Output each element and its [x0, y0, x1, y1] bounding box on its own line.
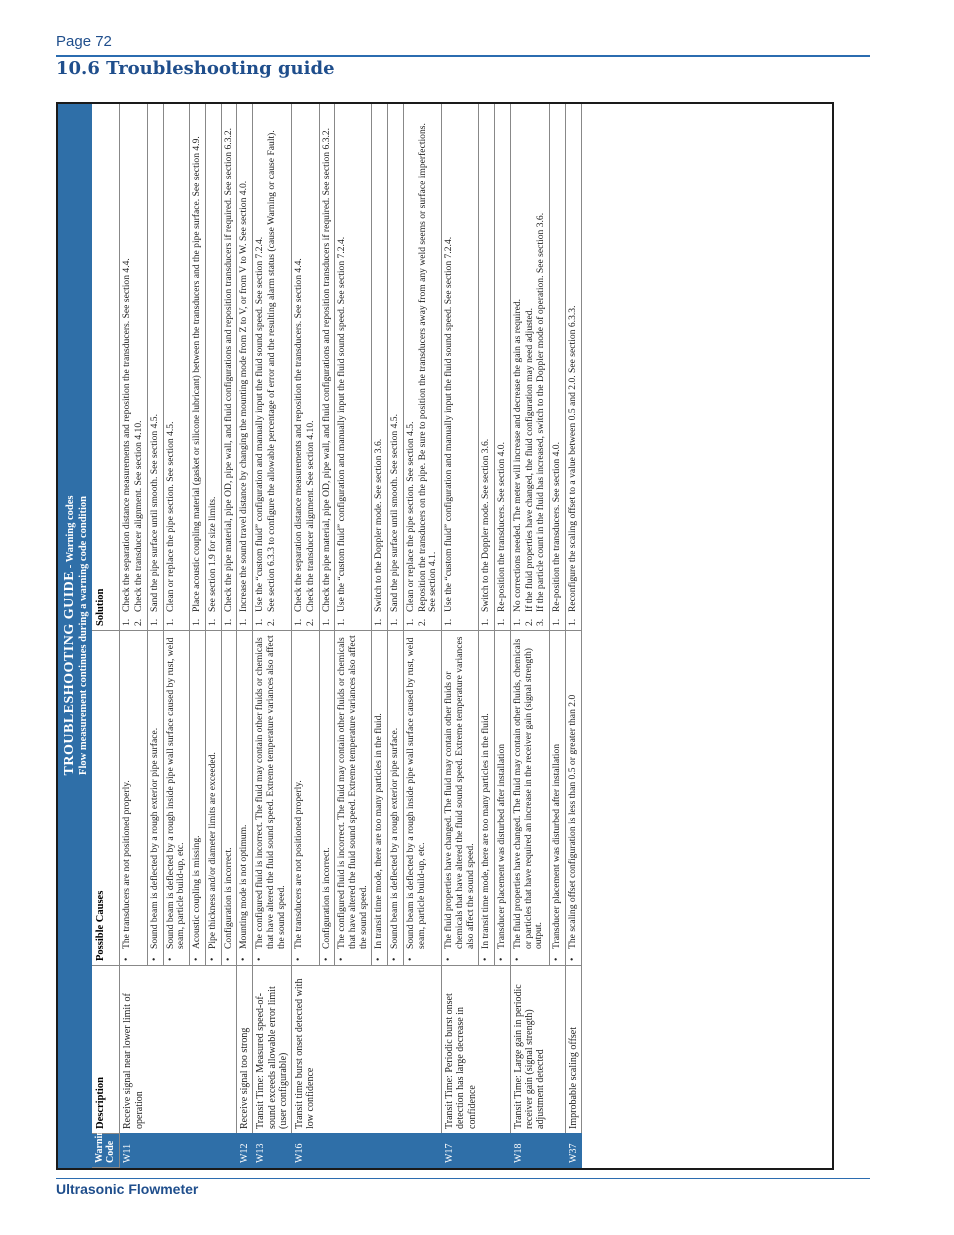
cause-item — [444, 635, 476, 961]
solution-item — [568, 108, 579, 626]
cause-cell — [319, 631, 335, 966]
solution-item — [536, 108, 547, 626]
solution-cell — [565, 103, 581, 630]
warning-code-cell: W18 — [510, 1134, 565, 1168]
solution-text: Check the pipe material, pipe OD, pipe wall, and fluid configurations and reposition transducers if required. See section 6.3.2. — [222, 127, 234, 612]
solution-cell — [147, 103, 163, 630]
bullet-marker: • — [480, 957, 492, 961]
bullet-marker: • — [206, 957, 218, 961]
troubleshooting-table-frame — [56, 102, 834, 1170]
cause-cell — [221, 631, 237, 966]
solution-text: Reposition the transducers on the pipe. Be sure to position the transducers away from any weld seems or surface imperfections. See section 4.1. — [416, 123, 439, 612]
bullet-marker: • — [320, 957, 332, 961]
cause-item — [239, 635, 250, 961]
solution-text: Use the “custom fluid” configuration and manually input the fluid sound speed. See section 7.2.4. — [336, 236, 348, 612]
cause-item — [390, 635, 401, 961]
solution-text: See section 1.9 for size limits. — [206, 496, 218, 612]
solution-item — [418, 108, 439, 626]
solution-item — [122, 108, 133, 626]
table-title: TROUBLESHOOTING GUIDE — [62, 570, 77, 776]
cause-item — [208, 635, 219, 961]
solution-number: 1. — [148, 618, 160, 626]
solution-item — [322, 108, 333, 626]
solution-text: Use the “custom fluid” configuration and manually input the fluid sound speed. See section 7.2.4. — [254, 236, 266, 612]
solution-item — [166, 108, 177, 626]
solution-text: Check the separation distance measurements and reposition the transducers. See section 4.4. — [293, 258, 305, 612]
solution-text: If the particle count in the fluid has increased, switch to the Doppler mode of operation. See section 3.6. — [535, 212, 547, 612]
table-row — [442, 103, 479, 1167]
table-row — [253, 103, 292, 1167]
solution-text: Switch to the Doppler mode. See section 3.6. — [373, 438, 385, 612]
cause-cell — [403, 631, 441, 966]
solution-text: If the fluid properties have changed, the fluid configuration may need adjusted. — [523, 308, 535, 612]
solution-number: 1. — [404, 618, 416, 626]
solution-number: 1. — [121, 618, 133, 626]
cause-cell — [388, 631, 404, 966]
solution-text: Re-position the transducers. See section 4.0. — [496, 442, 508, 612]
solution-item — [525, 108, 536, 626]
footer-rule — [56, 1178, 870, 1179]
cause-text: Transducer placement was disturbed after installation — [551, 743, 562, 949]
warning-code-cell: W37 — [565, 1134, 581, 1168]
solution-number: 2. — [416, 618, 428, 626]
description-cell: Transit Time: Periodic burst onset detection has large decrease in confidence — [442, 966, 511, 1134]
bullet-marker: • — [293, 957, 305, 961]
bullet-marker: • — [121, 957, 133, 961]
solution-cell — [163, 103, 189, 630]
solution-item — [224, 108, 235, 626]
cause-item — [552, 635, 563, 961]
bullet-marker: • — [389, 957, 401, 961]
cause-cell — [163, 631, 189, 966]
solution-number: 1. — [389, 618, 401, 626]
cause-item — [513, 635, 545, 961]
cause-item — [294, 635, 305, 961]
solution-number: 1. — [336, 618, 348, 626]
table-title-suffix: - Warning codes — [65, 495, 76, 571]
solution-text: Clean or replace the pipe section. See section 4.5. — [404, 421, 416, 612]
warning-code-cell: W16 — [292, 1134, 442, 1168]
solution-text: No corrections needed. The meter will increase and decrease the gain as required. — [511, 298, 523, 612]
cause-text: Sound beam is deflected by a rough inside pipe wall surface caused by rust, weld seam, particle build-up, etc. — [404, 637, 427, 949]
cause-cell — [120, 631, 147, 966]
cause-text: In transit time mode, there are too many particles in the fluid. — [373, 713, 385, 949]
solution-item — [306, 108, 317, 626]
description-cell: Transit time burst onset detected with low confidence — [292, 966, 442, 1134]
solution-number: 1. — [566, 618, 578, 626]
bullet-marker: • — [191, 957, 203, 961]
troubleshooting-table — [58, 103, 582, 1168]
solution-cell — [253, 103, 292, 630]
cause-text: The transducers are not positioned properly. — [121, 780, 133, 949]
solution-number: 2. — [133, 618, 145, 626]
cause-item — [224, 635, 235, 961]
solution-text: Sand the pipe surface until smooth. See section 4.5. — [148, 414, 160, 612]
bullet-marker: • — [254, 957, 266, 961]
table-subtitle: Flow measurement continues during a warning code condition — [77, 496, 89, 775]
cause-cell — [292, 631, 319, 966]
bullet-marker: • — [373, 957, 385, 961]
solution-number: 1. — [320, 618, 332, 626]
solution-text: Reconfigure the scaling offset to a value between 0.5 and 2.0. See section 6.3.3. — [566, 305, 578, 612]
solution-item — [239, 108, 250, 626]
solution-text: Check the transducer alignment. See section 4.10. — [304, 420, 316, 612]
solution-item — [390, 108, 401, 626]
solution-text: See section 6.3.3 to configure the allowable percentage of error and the resulting alarm status (cause Warning or cause Fault). — [266, 130, 278, 612]
solution-cell — [495, 103, 511, 630]
solution-text: Check the pipe material, pipe OD, pipe wall, and fluid configurations and reposition transducers if required. See section 6.3.2. — [320, 127, 332, 612]
solution-cell — [237, 103, 253, 630]
cause-cell — [190, 631, 206, 966]
cause-cell — [253, 631, 292, 966]
solution-item — [267, 108, 278, 626]
cause-text: The scaling offset configuration is less than 0.5 or greater than 2.0 — [566, 694, 578, 949]
description-cell: Transit Time: Large gain in periodic receiver gain (signal strength) adjustment detected — [510, 966, 565, 1134]
section-title: 10.6 Troubleshooting guide — [56, 58, 335, 79]
cause-item — [322, 635, 333, 961]
solution-number: 1. — [443, 618, 455, 626]
cause-item — [337, 635, 369, 961]
description-cell: Improbable scaling offset — [565, 966, 581, 1134]
solution-number: 1. — [293, 618, 305, 626]
solution-number: 1. — [164, 618, 176, 626]
bullet-marker: • — [222, 957, 234, 961]
solution-cell — [190, 103, 206, 630]
footer-product: Ultrasonic Flowmeter — [56, 1181, 199, 1197]
solution-item — [134, 108, 145, 626]
solution-text: Place acoustic coupling material (gasket or silicone lubricant) between the transducers and the pipe surface. See section 4.9. — [191, 136, 203, 612]
table-row — [120, 103, 147, 1167]
table-banner — [59, 103, 92, 1167]
cause-item — [497, 635, 508, 961]
header-rule — [56, 55, 870, 57]
warning-code-cell: W11 — [120, 1134, 237, 1168]
cause-text: Pipe thickness and/or diameter limits are exceeded. — [206, 752, 218, 949]
solution-cell — [510, 103, 549, 630]
solution-text: Re-position the transducers. See section 4.0. — [551, 442, 562, 612]
solution-number: 3. — [535, 618, 547, 626]
cause-item — [192, 635, 203, 961]
solution-text: Sand the pipe surface until smooth. See section 4.5. — [389, 414, 401, 612]
cause-cell — [205, 631, 221, 966]
cause-item — [374, 635, 385, 961]
solution-item — [552, 108, 563, 626]
solution-item — [481, 108, 492, 626]
solution-number: 1. — [191, 618, 203, 626]
bullet-marker: • — [566, 957, 578, 961]
solution-number: 1. — [206, 618, 218, 626]
cause-cell — [442, 631, 479, 966]
column-header-code: Warning Code — [92, 1134, 120, 1168]
cause-item — [122, 635, 133, 961]
table-row — [237, 103, 253, 1167]
column-header-causes: Possible Causes — [92, 631, 120, 966]
cause-cell — [237, 631, 253, 966]
cause-text: Transducer placement was disturbed after installation — [496, 743, 508, 949]
column-header-description: Description — [92, 966, 120, 1134]
cause-text: Configuration is incorrect. — [222, 847, 234, 949]
solution-item — [294, 108, 305, 626]
solution-cell — [442, 103, 479, 630]
solution-item — [255, 108, 266, 626]
cause-text: Sound beam is deflected by a rough exterior pipe surface. — [148, 727, 160, 949]
column-header-solution: Solution — [92, 103, 120, 630]
cause-text: The configured fluid is incorrect. The fluid may contain other fluids or chemicals that have altered the fluid sound speed. Extreme temperature variances also affect the sound speed. — [254, 635, 287, 949]
bullet-marker: • — [148, 957, 160, 961]
table-row — [292, 103, 319, 1167]
solution-number: 1. — [222, 618, 234, 626]
solution-number: 1. — [254, 618, 266, 626]
solution-item — [406, 108, 417, 626]
solution-cell — [319, 103, 335, 630]
solution-number: 1. — [551, 618, 562, 626]
bullet-marker: • — [404, 957, 416, 961]
cause-text: The configured fluid is incorrect. The fluid may contain other fluids or chemicals that have altered the fluid sound speed. Extreme temperature variances also affect the sound speed. — [336, 635, 369, 949]
warning-code-cell: W13 — [253, 1134, 292, 1168]
cause-text: The fluid properties have changed. The fluid may contain other fluids, chemicals or particles that have required an increase in the receiver gain (signal strength) output. — [511, 638, 545, 949]
cause-item — [481, 635, 492, 961]
description-cell: Receive signal too strong — [237, 966, 253, 1134]
solution-item — [497, 108, 508, 626]
solution-number: 1. — [373, 618, 385, 626]
warning-code-cell: W17 — [442, 1134, 511, 1168]
table-row — [565, 103, 581, 1167]
cause-text: The fluid properties have changed. The fluid may contain other fluids or chemicals that have altered the fluid sound speed. Extreme temperature variances also affect the sound speed. — [443, 636, 476, 949]
cause-cell — [335, 631, 372, 966]
solution-cell — [120, 103, 147, 630]
table-row — [510, 103, 549, 1167]
cause-cell — [550, 631, 566, 966]
cause-item — [255, 635, 287, 961]
cause-cell — [495, 631, 511, 966]
solution-text: Switch to the Doppler mode. See section 3.6. — [480, 438, 492, 612]
cause-item — [406, 635, 427, 961]
cause-item — [166, 635, 187, 961]
solution-text: Increase the sound travel distance by changing the mounting mode from Z to V, or from V to W. See section 4.0. — [238, 180, 250, 612]
cause-cell — [479, 631, 495, 966]
solution-number: 1. — [496, 618, 508, 626]
solution-cell — [205, 103, 221, 630]
cause-text: The transducers are not positioned properly. — [293, 780, 305, 949]
cause-cell — [510, 631, 549, 966]
solution-item — [374, 108, 385, 626]
solution-number: 1. — [480, 618, 492, 626]
solution-item — [192, 108, 203, 626]
solution-number: 1. — [238, 618, 250, 626]
cause-item — [568, 635, 579, 961]
table-body — [120, 103, 582, 1167]
solution-number: 2. — [304, 618, 316, 626]
cause-text: Acoustic coupling is missing. — [191, 835, 203, 949]
cause-item — [150, 635, 161, 961]
solution-text: Check the separation distance measurements and reposition the transducers. See section 4.4. — [121, 258, 133, 612]
solution-text: Check the transducer alignment. See section 4.10. — [133, 420, 145, 612]
solution-number: 2. — [523, 618, 535, 626]
description-cell: Receive signal near lower limit of operation — [120, 966, 237, 1134]
solution-cell — [550, 103, 566, 630]
cause-cell — [565, 631, 581, 966]
cause-text: Configuration is incorrect. — [320, 847, 332, 949]
solution-cell — [335, 103, 372, 630]
solution-number: 1. — [511, 618, 523, 626]
solution-item — [513, 108, 524, 626]
solution-item — [150, 108, 161, 626]
rotated-table-container — [58, 104, 832, 1168]
bullet-marker: • — [496, 957, 508, 961]
bullet-marker: • — [443, 957, 455, 961]
solution-item — [208, 108, 219, 626]
page-number: Page 72 — [56, 33, 112, 50]
solution-cell — [372, 103, 388, 630]
solution-text: Use the “custom fluid” configuration and manually input the fluid sound speed. See section 7.2.4. — [443, 236, 455, 612]
cause-cell — [147, 631, 163, 966]
solution-cell — [479, 103, 495, 630]
warning-code-cell: W12 — [237, 1134, 253, 1168]
solution-number: 2. — [266, 618, 278, 626]
solution-item — [337, 108, 348, 626]
bullet-marker: • — [511, 957, 523, 961]
solution-cell — [292, 103, 319, 630]
solution-text: Clean or replace the pipe section. See section 4.5. — [164, 421, 176, 612]
solution-cell — [403, 103, 441, 630]
description-cell: Transit Time: Measured speed-of-sound exceeds allowable error limit (user configurable) — [253, 966, 292, 1134]
cause-text: Sound beam is deflected by a rough inside pipe wall surface caused by rust, weld seam, particle build-up, etc. — [164, 637, 187, 949]
bullet-marker: • — [164, 957, 176, 961]
bullet-marker: • — [551, 957, 562, 961]
cause-text: Mounting mode is not optimum. — [238, 824, 250, 949]
cause-text: Sound beam is deflected by a rough exterior pipe surface. — [389, 727, 401, 949]
solution-cell — [388, 103, 404, 630]
solution-item — [444, 108, 455, 626]
solution-cell — [221, 103, 237, 630]
cause-text: In transit time mode, there are too many particles in the fluid. — [480, 713, 492, 949]
bullet-marker: • — [336, 957, 348, 961]
cause-cell — [372, 631, 388, 966]
bullet-marker: • — [238, 957, 250, 961]
